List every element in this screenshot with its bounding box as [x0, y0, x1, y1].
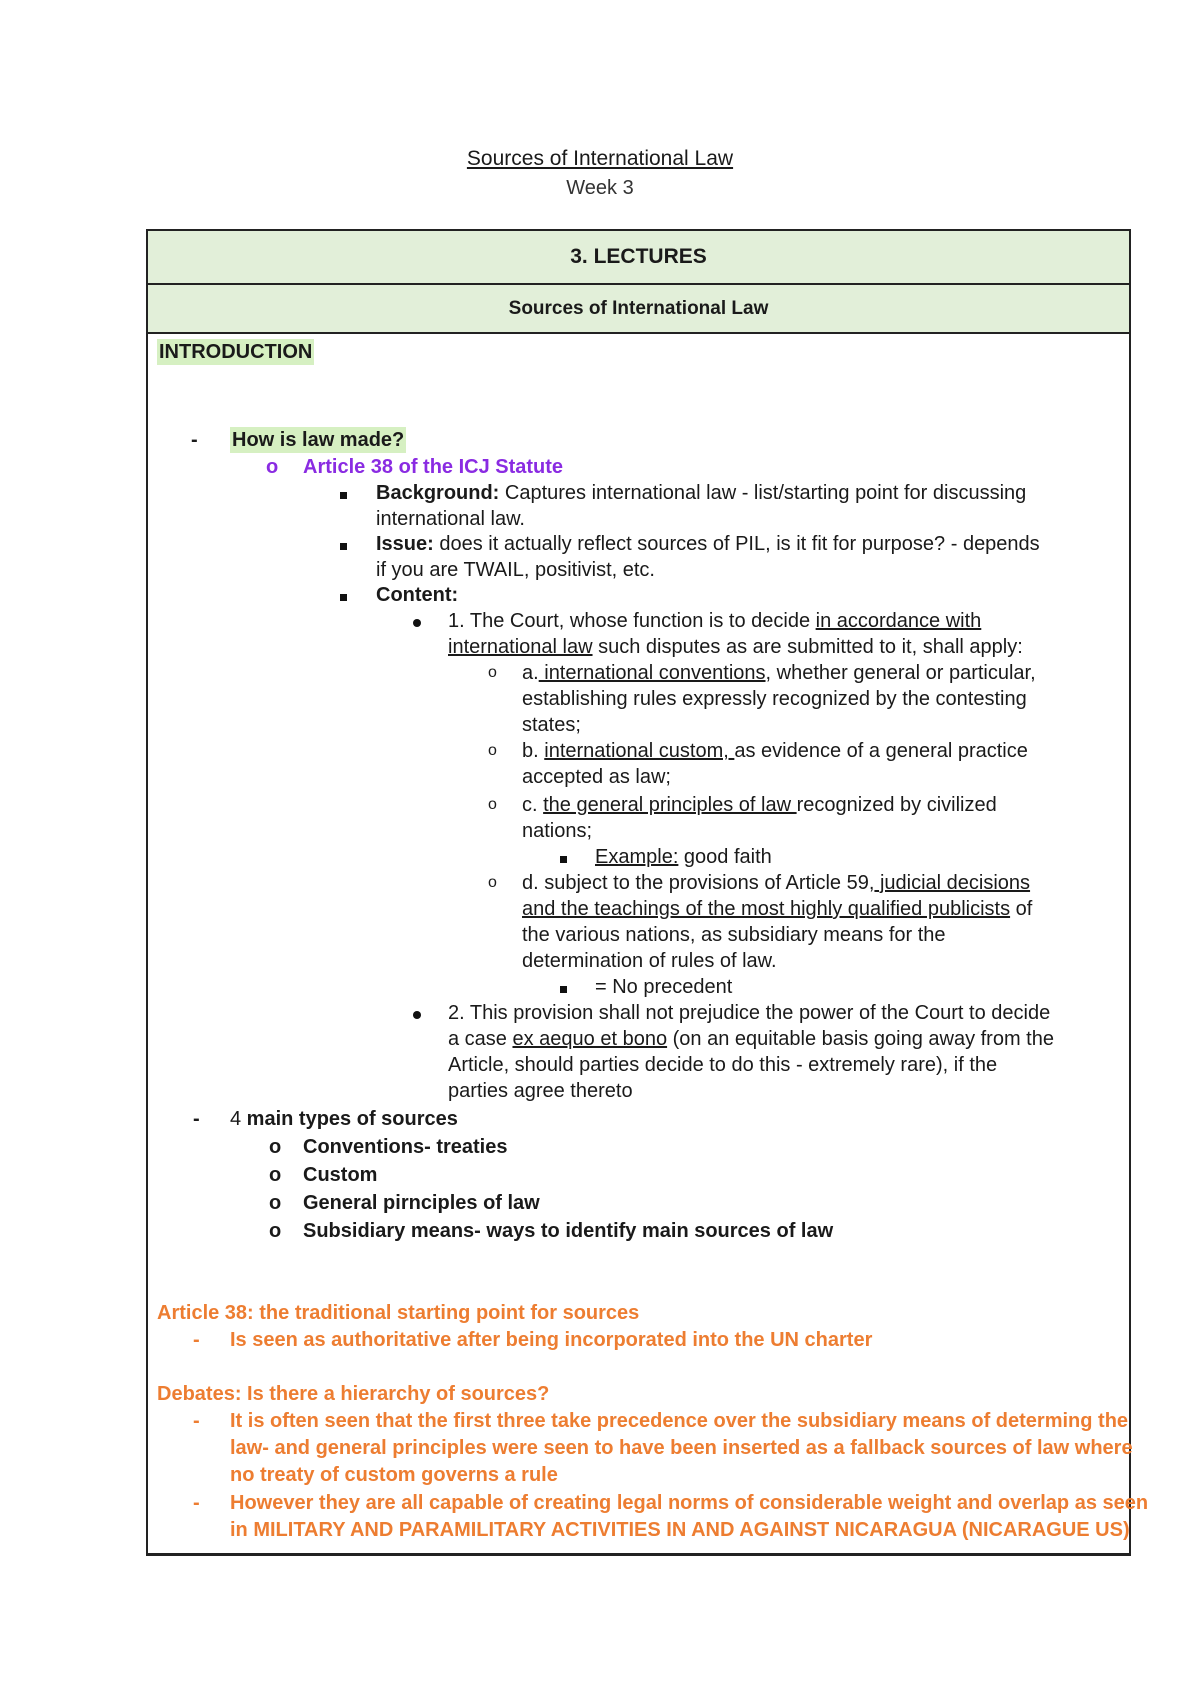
dash-bullet: -	[193, 1410, 200, 1432]
intro-label: INTRODUCTION	[159, 341, 313, 363]
circle-bullet: o	[269, 1164, 282, 1186]
circle-bullet: o	[266, 456, 279, 478]
item-d-line-1: d. subject to the provisions of Article 59, judicial decisions	[522, 872, 1031, 894]
item-a-line-3: states;	[522, 714, 581, 736]
square-bullet	[560, 856, 567, 863]
type-item: Subsidiary means- ways to identify main sources of law	[303, 1220, 834, 1242]
circle-bullet: o	[269, 1192, 282, 1214]
circle-bullet: o	[269, 1136, 282, 1158]
article-38-heading: Article 38 of the ICJ Statute	[303, 456, 564, 478]
dash-bullet: -	[193, 1329, 200, 1351]
item-b-line-1: b. international custom, as evidence of a general practice	[522, 740, 1028, 762]
round-bullet	[413, 1011, 421, 1019]
circle-bullet: o	[488, 874, 497, 891]
debates-item-2-line-1: However they are all capable of creating legal norms of considerable weight and overlap as seen	[230, 1492, 1149, 1514]
dash-bullet: -	[193, 1108, 200, 1130]
item-d-line-3: the various nations, as subsidiary means for the	[522, 924, 946, 946]
round-bullet	[413, 619, 421, 627]
item-c-line-2: nations;	[522, 820, 593, 842]
dash-bullet: -	[193, 1492, 200, 1514]
document-title: Sources of International Law	[466, 147, 734, 170]
item-a-line-1: a. international conventions, whether general or particular,	[522, 662, 1036, 684]
type-item: General pirnciples of law	[303, 1192, 540, 1214]
paragraph-1-line-2: international law such disputes as are submitted to it, shall apply:	[448, 636, 1023, 658]
debates-item-1-line-1: It is often seen that the first three take precedence over the subsidiary means of determing the	[230, 1410, 1129, 1432]
item-c-line-1: c. the general principles of law recognized by civilized	[522, 794, 997, 816]
item-b-line-2: accepted as law;	[522, 766, 671, 788]
issue-line-2: if you are TWAIL, positivist, etc.	[376, 559, 655, 581]
background-line-2: international law.	[376, 508, 525, 530]
background-line-1: Background: Captures international law - list/starting point for discussing	[376, 482, 1027, 504]
item-d-line-2: and the teachings of the most highly qualified publicists of	[522, 898, 1033, 920]
item-d-line-4: determination of rules of law.	[522, 950, 777, 972]
debates-item-2-line-2: in MILITARY AND PARAMILITARY ACTIVITIES IN AND AGAINST NICARAGUA (NICARAGUE US)	[230, 1519, 1130, 1541]
square-bullet	[340, 492, 347, 499]
table-header: 3. LECTURES	[148, 231, 1129, 285]
square-bullet	[560, 986, 567, 993]
square-bullet	[340, 594, 347, 601]
article-38-section-heading: Article 38: the traditional starting point for sources	[157, 1302, 640, 1324]
type-item: Custom	[303, 1164, 378, 1186]
content-label: Content:	[376, 584, 459, 606]
debates-item-1-line-2: law- and general principles were seen to have been inserted as a fallback sources of law where	[230, 1437, 1133, 1459]
circle-bullet: o	[488, 742, 497, 759]
types-heading: 4 main types of sources	[230, 1108, 458, 1130]
issue-line-1: Issue: does it actually reflect sources of PIL, is it fit for purpose? - depends	[376, 533, 1040, 555]
dash-bullet: -	[191, 429, 198, 451]
item-a-line-2: establishing rules expressly recognized by the contesting	[522, 688, 1027, 710]
square-bullet	[340, 543, 347, 550]
document-subtitle: Week 3	[566, 177, 634, 199]
paragraph-2-line-1: 2. This provision shall not prejudice the power of the Court to decide	[448, 1002, 1051, 1024]
paragraph-2-line-4: parties agree thereto	[448, 1080, 633, 1102]
paragraph-2-line-3: Article, should parties decide to do this - extremely rare), if the	[448, 1054, 998, 1076]
paragraph-1-line-1: 1. The Court, whose function is to decide in accordance with	[448, 610, 982, 632]
paragraph-2-line-2: a case ex aequo et bono (on an equitable basis going away from the	[448, 1028, 1054, 1050]
circle-bullet: o	[269, 1220, 282, 1242]
article-38-section-item: Is seen as authoritative after being incorporated into the UN charter	[230, 1329, 873, 1351]
circle-bullet: o	[488, 796, 497, 813]
circle-bullet: o	[488, 664, 497, 681]
type-item: Conventions- treaties	[303, 1136, 508, 1158]
debates-item-1-line-3: no treaty of custom governs a rule	[230, 1464, 558, 1486]
table-subheader: Sources of International Law	[148, 285, 1129, 334]
example-line: Example: good faith	[595, 846, 772, 868]
debates-heading: Debates: Is there a hierarchy of sources?	[157, 1383, 550, 1405]
no-precedent: = No precedent	[595, 976, 733, 998]
question-how-is-law-made: How is law made?	[232, 429, 405, 451]
